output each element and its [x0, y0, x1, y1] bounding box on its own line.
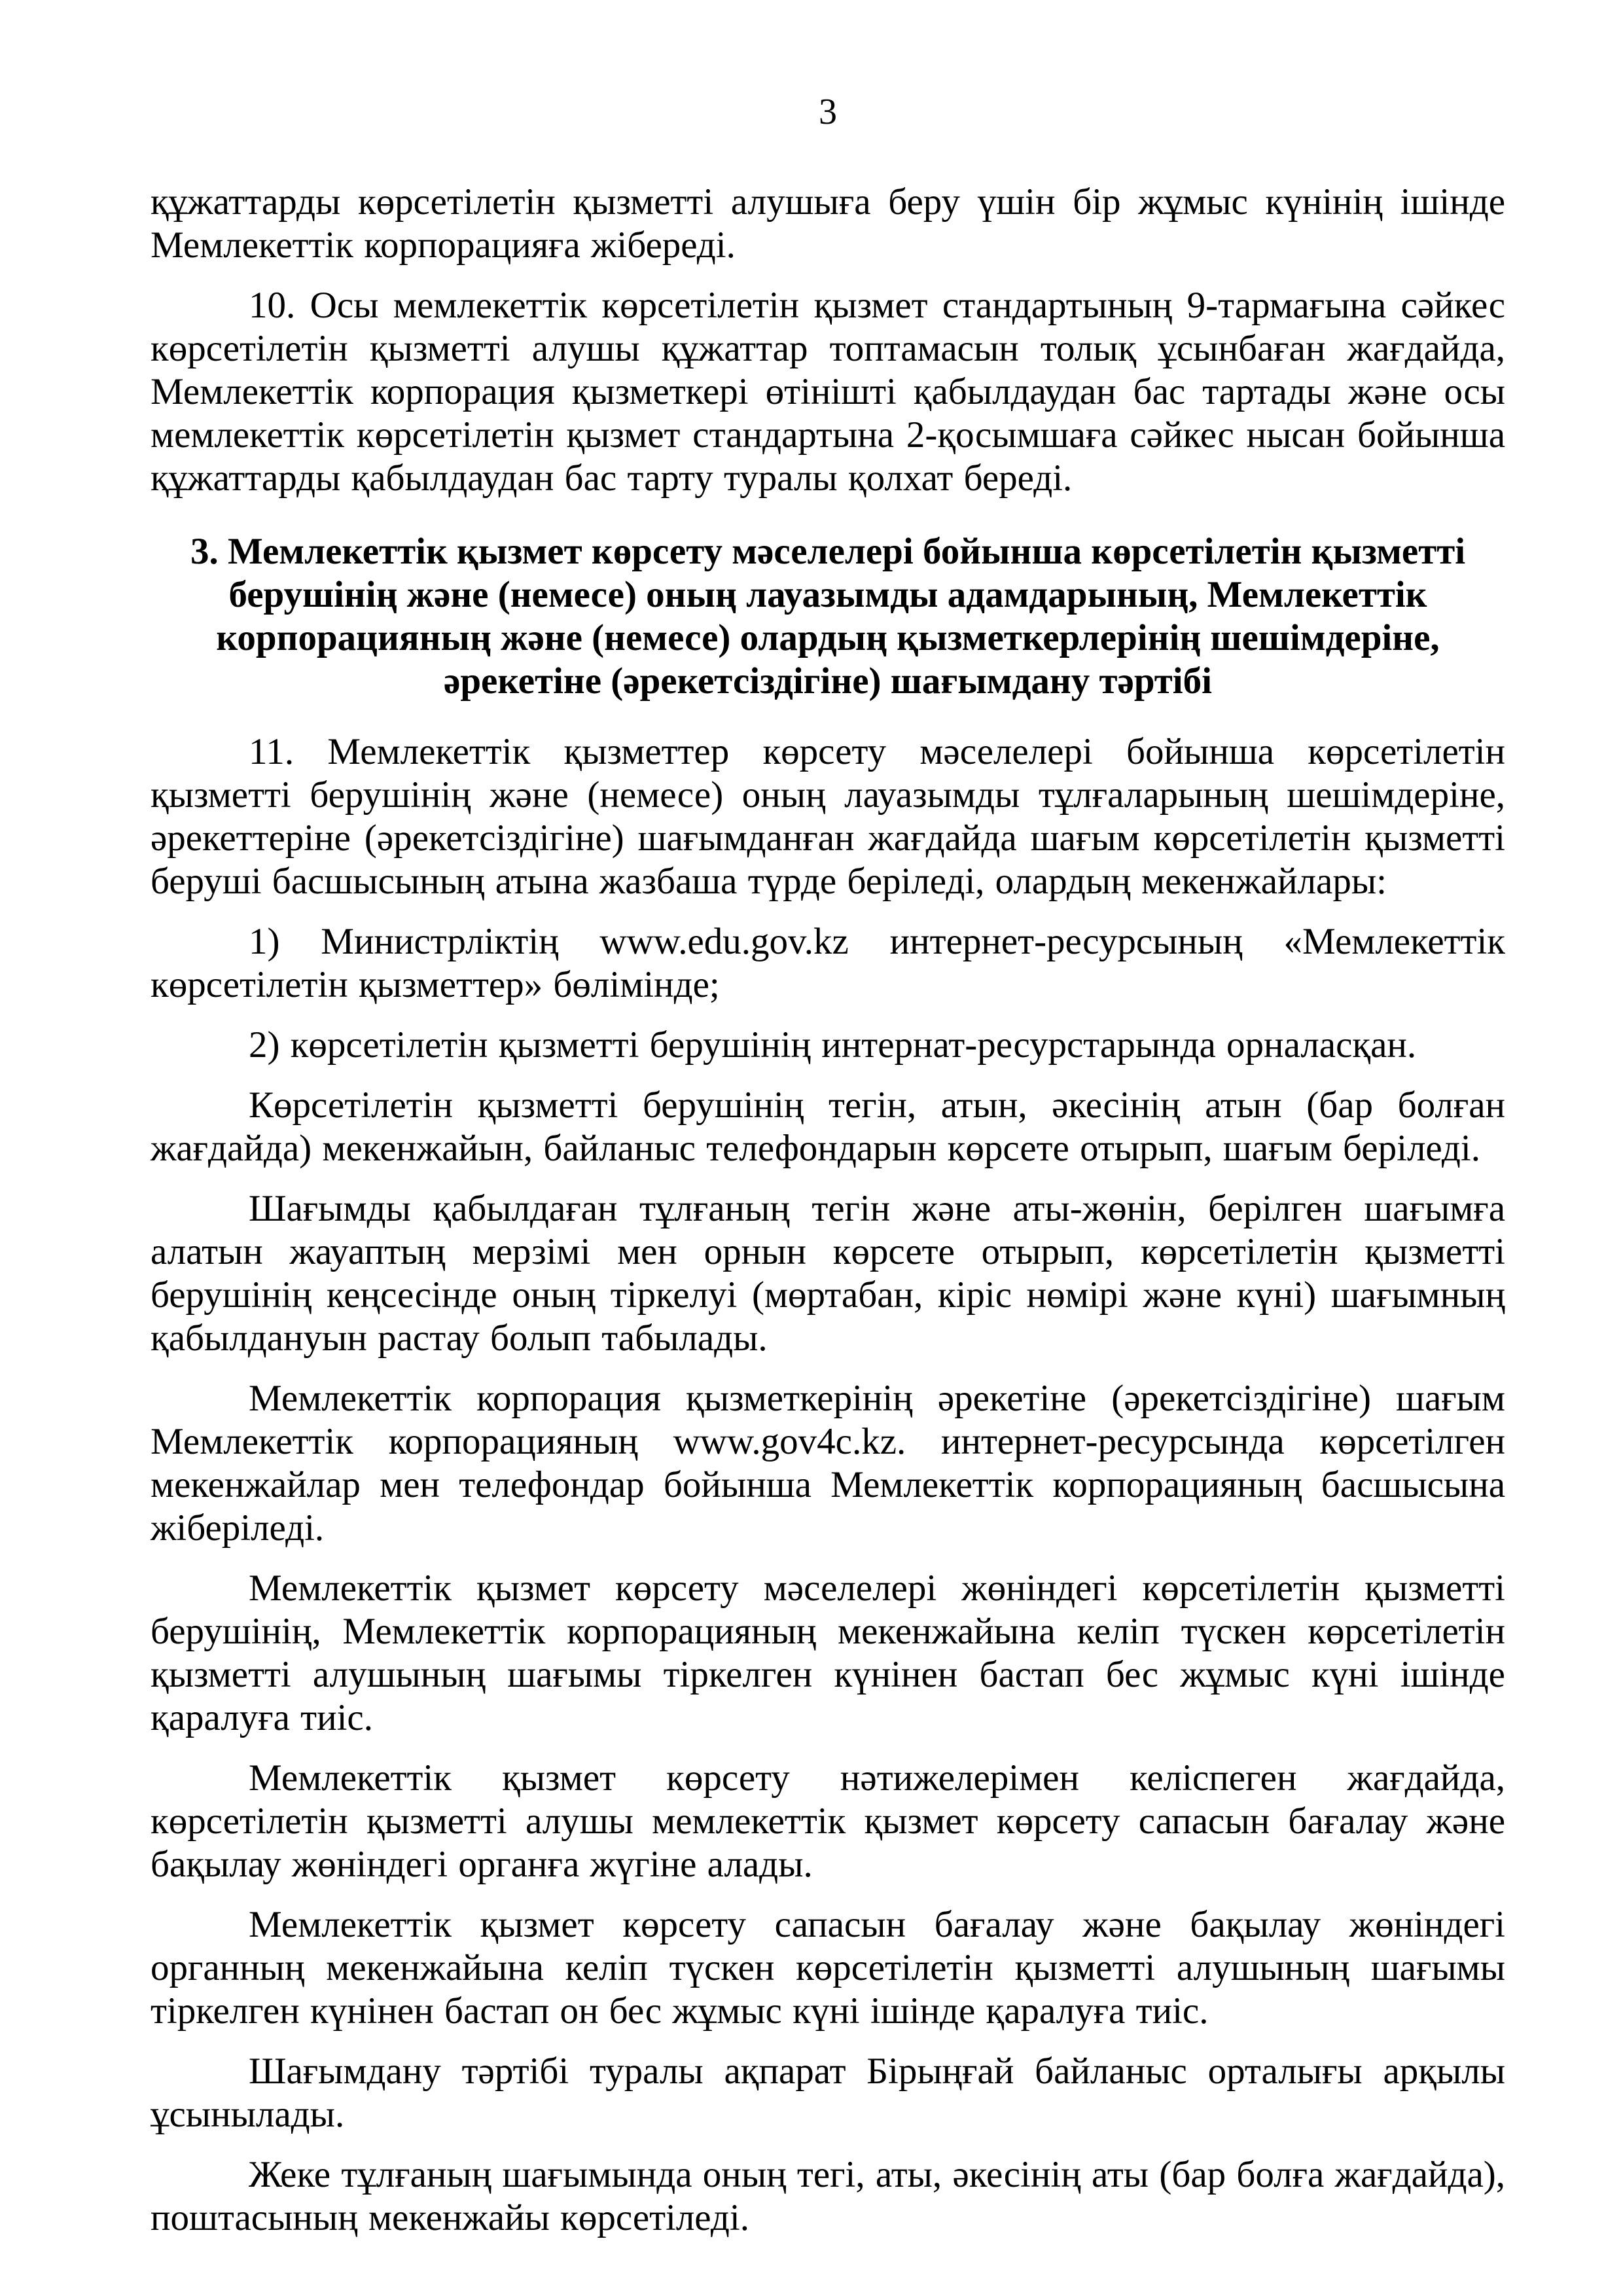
paragraph-contact-center: Шағымдану тәртібі туралы ақпарат Бірыңғай байланыс орталығы арқылы ұсынылады. [151, 2051, 1505, 2135]
paragraph-corporation-complaint: Мемлекеттік корпорация қызметкерінің әрекетіне (әрекетсіздігіне) шағым Мемлекеттік корпорацияның www.gov4c.kz. интернет-ресурсында көрсетілген мекенжайлар мен телефондар бойынша Мемлекеттік корпорацияның басшысына жіберіледі. [151, 1378, 1505, 1549]
paragraph-quality-appeal: Мемлекеттік қызмет көрсету нәтижелерімен келіспеген жағдайда, көрсетілетін қызметті алушы мемлекеттік қызмет көрсету сапасын бағалау және бақылау жөніндегі органға жүгіне алады. [151, 1757, 1505, 1885]
paragraph-registration-confirmation: Шағымды қабылдаған тұлғаның тегін және аты-жөнін, берілген шағымға алатын жауаптың мерзімі мен орнын көрсете отырып, көрсетілетін қызметті берушінің кеңсесінде оның тіркелуі (мөртабан, кіріс нөмірі және күні) шағымның қабылдануын растау болып табылады. [151, 1188, 1505, 1359]
paragraph-review-five-days: Мемлекеттік қызмет көрсету мәселелері жөніндегі көрсетілетін қызметті берушінің, Мемлекеттік корпорацияның мекенжайына келіп түскен көрсетілетін қызметті алушының шағымы тіркелген күнінен бастап бес жұмыс күні ішінде қаралуға тиіс. [151, 1568, 1505, 1738]
paragraph-10: 10. Осы мемлекеттік көрсетілетін қызмет стандартының 9-тармағына сәйкес көрсетілетін қызметті алушы құжаттар топтамасын толық ұсынбаған жағдайда, Мемлекеттік корпорация қызметкері өтінішті қабылдаудан бас тартады және осы мемлекеттік көрсетілетін қызмет стандартына 2-қосымшаға сәйкес нысан бойынша құжаттарды қабылдаудан бас тарту туралы қолхат береді. [151, 285, 1505, 499]
paragraph-11: 11. Мемлекеттік қызметтер көрсету мәселелері бойынша көрсетілетін қызметті берушінің және (немесе) оның лауазымды тұлғаларының шешімдеріне, әрекеттеріне (әрекетсіздігіне) шағымданған жағдайда шағым көрсетілетін қызметті беруші басшысының атына жазбаша түрде беріледі, олардың мекенжайлары: [151, 731, 1505, 902]
page-number: 3 [819, 92, 837, 132]
paragraph-continuation: құжаттарды көрсетілетін қызметті алушыға беру үшін бір жұмыс күнінің ішінде Мемлекеттік корпорацияға жібереді. [151, 181, 1505, 266]
paragraph-complaint-form: Көрсетілетін қызметті берушінің тегін, атын, әкесінің атын (бар болған жағдайда) мекенжайын, байланыс телефондарын көрсете отырып, шағым беріледі. [151, 1085, 1505, 1169]
paragraph-individual-complaint: Жеке тұлғаның шағымында оның тегі, аты, әкесінің аты (бар болға жағдайда), поштасының мекенжайы көрсетіледі. [151, 2154, 1505, 2238]
paragraph-review-fifteen-days: Мемлекеттік қызмет көрсету сапасын бағалау және бақылау жөніндегі органның мекенжайына келіп түскен көрсетілетін қызметті алушының шағымы тіркелген күнінен бастап он бес жұмыс күні ішінде қаралуға тиіс. [151, 1904, 1505, 2032]
list-item-2: 2) көрсетілетін қызметті берушінің интернат-ресурстарында орналасқан. [249, 1024, 1417, 1066]
list-item-1: 1) Министрліктің www.edu.gov.kz интернет-ресурсының «Мемлекеттік көрсетілетін қызметтер» бөлімінде; [151, 921, 1505, 1005]
section-3-heading: 3. Мемлекеттік қызмет көрсету мәселелері бойынша көрсетілетін қызметті берушінің және (немесе) оның лауазымды адамдарының, Мемлекеттік корпорацияның және (немесе) олардың қызметкерлерінің шешімдеріне, әрекетіне (әрекетсіздігіне) шағымдану тәртібі [190, 531, 1466, 702]
